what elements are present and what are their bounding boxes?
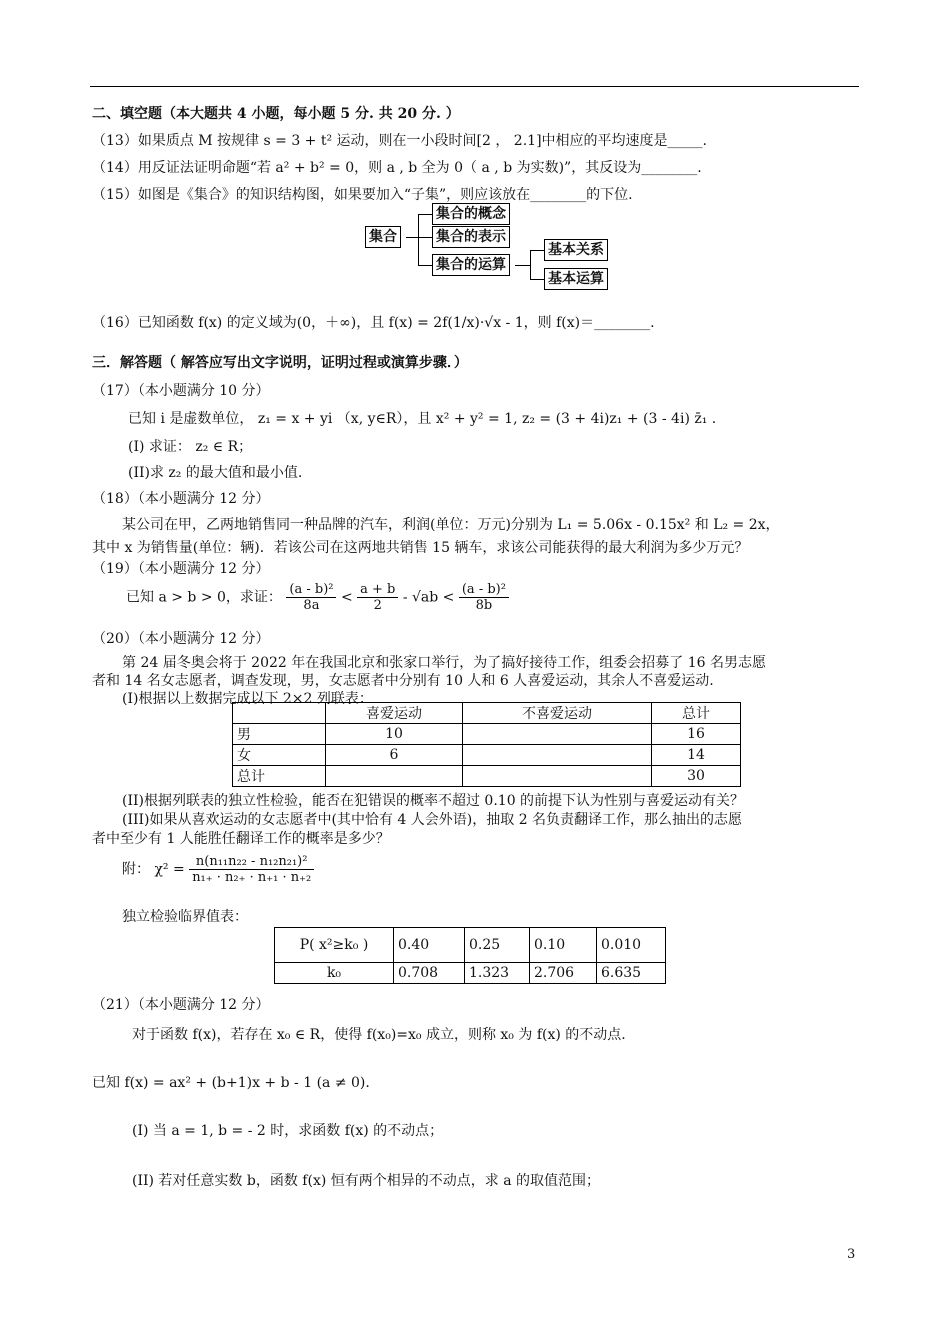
- q17-part1: (I) 求证： z₂ ∈ R；: [128, 439, 253, 455]
- diagram-branch-representation: 集合的表示: [432, 226, 510, 248]
- q18-line2: 其中 x 为销售量(单位：辆)．若该公司在这两地共销售 15 辆车，求该公司能获得的最大利润为多少万元？: [92, 540, 749, 556]
- table-cell: 2.706: [530, 963, 597, 984]
- table-row: [233, 703, 741, 724]
- q19-fraction-right: [459, 582, 509, 613]
- q19-frac3-num: (a - b)²: [459, 582, 509, 598]
- q19-frac3-den: 8b: [475, 598, 493, 613]
- q18-line1: 某公司在甲，乙两地销售同一种品牌的汽车，利润(单位：万元)分别为 L₁ = 5.06x - 0.15x² 和 L₂ = 2x，: [122, 517, 780, 533]
- q19-statement: [126, 582, 509, 613]
- table-cell: 0.40: [394, 928, 465, 963]
- q19-fraction-middle: [357, 582, 398, 613]
- diagram-line: [418, 214, 432, 215]
- chi-square-numerator: n(n₁₁n₂₂ - n₁₂n₂₁)²: [189, 854, 314, 870]
- formula-prefix: 附： χ² =: [122, 861, 185, 878]
- question-16: （16）已知函数 f(x) 的定义域为(0，＋∞)，且 f(x) = 2f(1/x)·√x - 1，则 f(x)＝________.: [92, 315, 655, 331]
- q20-part2: (II)根据列联表的独立性检验，能否在犯错误的概率不超过 0.10 的前提下认为性别与喜爱运动有关？: [122, 793, 745, 809]
- table-cell: 6: [326, 745, 463, 766]
- table-row: [275, 928, 666, 963]
- q19-heading: （19）（本小题满分 12 分）: [92, 561, 270, 577]
- table-cell: 女: [233, 745, 326, 766]
- critical-table-caption: 独立检验临界值表：: [122, 909, 248, 925]
- table-cell: 0.010: [597, 928, 666, 963]
- q19-fraction-left: [286, 582, 336, 613]
- diagram-line: [418, 265, 432, 266]
- diagram-line: [530, 279, 544, 280]
- chi-square-fraction: [189, 854, 314, 885]
- table-cell: k₀: [275, 963, 394, 984]
- table-row: [233, 724, 741, 745]
- q19-frac1-den: 8a: [303, 598, 320, 613]
- diagram-line: [530, 250, 544, 251]
- question-14: （14）用反证法证明命题“若 a² + b² = 0，则 a , b 全为 0（ a , b 为实数)”，其反设为________.: [92, 160, 702, 176]
- q17-part2: (II)求 z₂ 的最大值和最小值.: [128, 465, 303, 481]
- diagram-leaf-relation: 基本关系: [544, 239, 608, 261]
- table-row: [233, 766, 741, 787]
- diagram-line: [418, 237, 432, 238]
- table-cell: [463, 766, 652, 787]
- table-cell: 0.10: [530, 928, 597, 963]
- table-cell: 男: [233, 724, 326, 745]
- table-cell: [463, 745, 652, 766]
- question-15: （15）如图是《集合》的知识结构图，如果要加入“子集”，则应该放在________的下位.: [92, 187, 633, 203]
- critical-value-table: [274, 927, 666, 984]
- q20-line2: 者和 14 名女志愿者，调查发现，男，女志愿者中分别有 10 人和 6 人喜爱运动，其余人不喜爱运动.: [92, 673, 714, 689]
- q19-frac2-num: a + b: [357, 582, 398, 598]
- diagram-line: [406, 237, 418, 238]
- table-cell: 6.635: [597, 963, 666, 984]
- table-cell: 30: [652, 766, 741, 787]
- chi-square-denominator: n₁₊ · n₂₊ · n₊₁ · n₊₂: [192, 870, 312, 885]
- q21-definition: 对于函数 f(x)，若存在 x₀ ∈ R，使得 f(x₀)=x₀ 成立，则称 x₀ 为 f(x) 的不动点.: [132, 1027, 626, 1043]
- section3-title: 三．解答题（ 解答应写出文字说明，证明过程或演算步骤．）: [92, 355, 468, 371]
- q20-heading: （20）（本小题满分 12 分）: [92, 631, 270, 647]
- q19-less-than: <: [340, 589, 353, 606]
- table-cell: 14: [652, 745, 741, 766]
- q20-part3-line1: (III)如果从喜欢运动的女志愿者中(其中恰有 4 人会外语)，抽取 2 名负责翻译工作，那么抽出的志愿: [122, 812, 743, 828]
- contingency-table: [232, 702, 741, 787]
- table-cell: 喜爱运动: [326, 703, 463, 724]
- chi-square-formula: [122, 854, 314, 885]
- q21-part2: (II) 若对任意实数 b，函数 f(x) 恒有两个相异的不动点，求 a 的取值范围；: [132, 1173, 600, 1189]
- diagram-line: [530, 250, 531, 279]
- table-cell: 总计: [652, 703, 741, 724]
- table-cell: 1.323: [465, 963, 530, 984]
- diagram-branch-concept: 集合的概念: [432, 203, 510, 225]
- q19-given: 已知 a > b > 0，求证：: [126, 589, 282, 606]
- section2-title: 二、填空题（本大题共 4 小题，每小题 5 分. 共 20 分. ）: [92, 106, 460, 122]
- q20-line1: 第 24 届冬奥会将于 2022 年在我国北京和张家口举行，为了搞好接待工作，组委会招募了 16 名男志愿: [122, 655, 766, 671]
- q20-part3-line2: 者中至少有 1 人能胜任翻译工作的概率是多少？: [92, 831, 390, 847]
- top-rule: [90, 86, 859, 87]
- diagram-root: 集合: [365, 226, 401, 248]
- q21-part1: (I) 当 a = 1, b = - 2 时，求函数 f(x) 的不动点；: [132, 1123, 444, 1139]
- table-row: [275, 963, 666, 984]
- table-row: [233, 745, 741, 766]
- table-cell: P( x²≥k₀ ): [275, 928, 394, 963]
- table-cell: 0.25: [465, 928, 530, 963]
- table-cell: 不喜爱运动: [463, 703, 652, 724]
- diagram-line: [418, 214, 419, 265]
- q20-part1: (I)根据以上数据完成以下 2×2 列联表：: [122, 691, 373, 707]
- q17-line1: 已知 i 是虚数单位， z₁ = x + yi （x, y∈R），且 x² + y² = 1, z₂ = (3 + 4i)z₁ + (3 - 4i) z̄₁ .: [128, 411, 717, 427]
- diagram-line: [515, 265, 530, 266]
- table-cell: [326, 766, 463, 787]
- q19-sqrt-term: - √ab <: [402, 589, 455, 606]
- table-cell: 16: [652, 724, 741, 745]
- diagram-leaf-operation: 基本运算: [544, 268, 608, 290]
- q18-heading: （18）（本小题满分 12 分）: [92, 491, 270, 507]
- q17-heading: （17）（本小题满分 10 分）: [92, 383, 270, 399]
- q19-frac2-den: 2: [373, 598, 382, 613]
- q19-frac1-num: (a - b)²: [286, 582, 336, 598]
- table-cell: [463, 724, 652, 745]
- diagram-branch-operation: 集合的运算: [432, 254, 510, 276]
- table-cell: [233, 703, 326, 724]
- table-cell: 10: [326, 724, 463, 745]
- table-cell: 总计: [233, 766, 326, 787]
- q21-given: 已知 f(x) = ax² + (b+1)x + b - 1 (a ≠ 0).: [92, 1075, 370, 1091]
- question-13: （13）如果质点 M 按规律 s = 3 + t² 运动，则在一小段时间[2 ， 2.1]中相应的平均速度是_____.: [92, 133, 707, 149]
- q21-heading: （21）（本小题满分 12 分）: [92, 997, 270, 1013]
- table-cell: 0.708: [394, 963, 465, 984]
- page-number: 3: [847, 1247, 856, 1262]
